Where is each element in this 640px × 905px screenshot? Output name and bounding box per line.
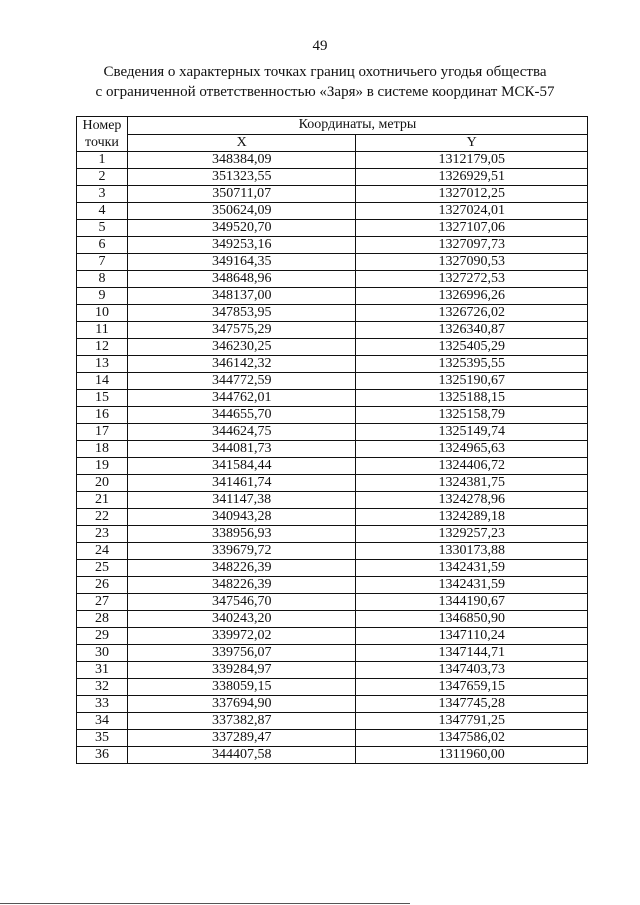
point-number-cell: 13	[77, 356, 128, 373]
table-row	[77, 560, 588, 577]
x-coordinate-cell: 340243,20	[127, 611, 356, 628]
table-row	[77, 356, 588, 373]
x-coordinate-cell: 347546,70	[127, 594, 356, 611]
point-number-cell: 19	[77, 458, 128, 475]
y-coordinate-cell: 1347110,24	[356, 628, 588, 645]
table-row	[77, 458, 588, 475]
x-coordinate-cell: 348384,09	[127, 152, 356, 169]
y-coordinate-cell: 1347745,28	[356, 696, 588, 713]
point-number-cell: 25	[77, 560, 128, 577]
document-title	[60, 62, 590, 102]
x-coordinate-cell: 344655,70	[127, 407, 356, 424]
x-coordinate-cell: 351323,55	[127, 169, 356, 186]
table-row	[77, 424, 588, 441]
point-number-cell: 34	[77, 713, 128, 730]
y-coordinate-cell: 1311960,00	[356, 747, 588, 764]
point-number-header-line-2: точки	[85, 135, 119, 150]
title-line-2: с ограниченной ответственностью «Заря» в системе координат МСК-57	[95, 84, 555, 100]
point-number-cell: 12	[77, 339, 128, 356]
point-number-cell: 8	[77, 271, 128, 288]
table-row	[77, 526, 588, 543]
y-coordinate-cell: 1325158,79	[356, 407, 588, 424]
point-number-header	[77, 117, 128, 152]
table-row	[77, 237, 588, 254]
table-row	[77, 220, 588, 237]
x-coordinate-cell: 337382,87	[127, 713, 356, 730]
point-number-cell: 21	[77, 492, 128, 509]
y-coordinate-cell: 1344190,67	[356, 594, 588, 611]
y-coordinate-cell: 1347586,02	[356, 730, 588, 747]
point-number-cell: 36	[77, 747, 128, 764]
table-row	[77, 577, 588, 594]
point-number-cell: 6	[77, 237, 128, 254]
table-row	[77, 662, 588, 679]
y-coordinate-cell: 1347144,71	[356, 645, 588, 662]
y-column-header: Y	[356, 134, 588, 152]
y-coordinate-cell: 1329257,23	[356, 526, 588, 543]
y-coordinate-cell: 1342431,59	[356, 560, 588, 577]
table-row	[77, 152, 588, 169]
point-number-cell: 2	[77, 169, 128, 186]
table-row	[77, 645, 588, 662]
x-coordinate-cell: 348226,39	[127, 577, 356, 594]
page-edge-line	[0, 903, 410, 904]
y-coordinate-cell: 1324381,75	[356, 475, 588, 492]
coordinates-table	[76, 116, 588, 764]
x-coordinate-cell: 339679,72	[127, 543, 356, 560]
y-coordinate-cell: 1324289,18	[356, 509, 588, 526]
x-coordinate-cell: 337289,47	[127, 730, 356, 747]
table-row	[77, 730, 588, 747]
y-coordinate-cell: 1324406,72	[356, 458, 588, 475]
x-coordinate-cell: 349253,16	[127, 237, 356, 254]
x-coordinate-cell: 349164,35	[127, 254, 356, 271]
x-coordinate-cell: 347575,29	[127, 322, 356, 339]
point-number-cell: 3	[77, 186, 128, 203]
table-row	[77, 271, 588, 288]
point-number-cell: 15	[77, 390, 128, 407]
y-coordinate-cell: 1324278,96	[356, 492, 588, 509]
table-row	[77, 611, 588, 628]
table-row	[77, 441, 588, 458]
x-coordinate-cell: 344081,73	[127, 441, 356, 458]
point-number-cell: 23	[77, 526, 128, 543]
y-coordinate-cell: 1327107,06	[356, 220, 588, 237]
y-coordinate-cell: 1325190,67	[356, 373, 588, 390]
point-number-cell: 28	[77, 611, 128, 628]
x-coordinate-cell: 337694,90	[127, 696, 356, 713]
point-number-cell: 11	[77, 322, 128, 339]
x-coordinate-cell: 344407,58	[127, 747, 356, 764]
point-number-cell: 1	[77, 152, 128, 169]
x-coordinate-cell: 339284,97	[127, 662, 356, 679]
y-coordinate-cell: 1326340,87	[356, 322, 588, 339]
x-coordinate-cell: 338956,93	[127, 526, 356, 543]
y-coordinate-cell: 1347791,25	[356, 713, 588, 730]
x-coordinate-cell: 349520,70	[127, 220, 356, 237]
y-coordinate-cell: 1326726,02	[356, 305, 588, 322]
point-number-cell: 27	[77, 594, 128, 611]
y-coordinate-cell: 1330173,88	[356, 543, 588, 560]
y-coordinate-cell: 1347403,73	[356, 662, 588, 679]
table-row	[77, 288, 588, 305]
x-coordinate-cell: 348648,96	[127, 271, 356, 288]
x-coordinate-cell: 350624,09	[127, 203, 356, 220]
point-number-cell: 24	[77, 543, 128, 560]
point-number-cell: 33	[77, 696, 128, 713]
title-line-1: Сведения о характерных точках границ охотничьего угодья общества	[103, 64, 547, 80]
x-coordinate-cell: 341461,74	[127, 475, 356, 492]
table-row	[77, 254, 588, 271]
point-number-cell: 10	[77, 305, 128, 322]
y-coordinate-cell: 1325149,74	[356, 424, 588, 441]
table-row	[77, 203, 588, 220]
y-coordinate-cell: 1326996,26	[356, 288, 588, 305]
x-coordinate-cell: 344624,75	[127, 424, 356, 441]
x-coordinate-cell: 350711,07	[127, 186, 356, 203]
table-row	[77, 628, 588, 645]
point-number-cell: 5	[77, 220, 128, 237]
y-coordinate-cell: 1325188,15	[356, 390, 588, 407]
table-row	[77, 339, 588, 356]
y-coordinate-cell: 1324965,63	[356, 441, 588, 458]
table-header-row-1	[77, 117, 588, 135]
x-coordinate-cell: 338059,15	[127, 679, 356, 696]
table-body	[77, 152, 588, 764]
x-coordinate-cell: 346230,25	[127, 339, 356, 356]
x-coordinate-cell: 344772,59	[127, 373, 356, 390]
x-coordinate-cell: 347853,95	[127, 305, 356, 322]
point-number-cell: 4	[77, 203, 128, 220]
x-coordinate-cell: 339756,07	[127, 645, 356, 662]
table-row	[77, 696, 588, 713]
point-number-cell: 29	[77, 628, 128, 645]
table-row	[77, 747, 588, 764]
y-coordinate-cell: 1327090,53	[356, 254, 588, 271]
table-row	[77, 390, 588, 407]
table-row	[77, 305, 588, 322]
table-row	[77, 509, 588, 526]
point-number-cell: 35	[77, 730, 128, 747]
table-row	[77, 492, 588, 509]
y-coordinate-cell: 1347659,15	[356, 679, 588, 696]
point-number-cell: 9	[77, 288, 128, 305]
y-coordinate-cell: 1325405,29	[356, 339, 588, 356]
point-number-cell: 14	[77, 373, 128, 390]
point-number-cell: 26	[77, 577, 128, 594]
x-coordinate-cell: 341147,38	[127, 492, 356, 509]
point-number-cell: 32	[77, 679, 128, 696]
table-row	[77, 186, 588, 203]
table-row	[77, 407, 588, 424]
point-number-cell: 30	[77, 645, 128, 662]
page-number: 49	[312, 38, 328, 54]
y-coordinate-cell: 1312179,05	[356, 152, 588, 169]
coordinates-header: Координаты, метры	[127, 117, 587, 135]
x-coordinate-cell: 348137,00	[127, 288, 356, 305]
x-coordinate-cell: 344762,01	[127, 390, 356, 407]
y-coordinate-cell: 1327097,73	[356, 237, 588, 254]
point-number-header-line-1: Номер	[82, 118, 122, 133]
table-row	[77, 169, 588, 186]
table-row	[77, 373, 588, 390]
table-row	[77, 679, 588, 696]
point-number-cell: 17	[77, 424, 128, 441]
point-number-cell: 31	[77, 662, 128, 679]
point-number-cell: 18	[77, 441, 128, 458]
point-number-cell: 20	[77, 475, 128, 492]
point-number-cell: 7	[77, 254, 128, 271]
y-coordinate-cell: 1327272,53	[356, 271, 588, 288]
table-row	[77, 543, 588, 560]
table-row	[77, 475, 588, 492]
point-number-cell: 22	[77, 509, 128, 526]
x-coordinate-cell: 341584,44	[127, 458, 356, 475]
table-row	[77, 594, 588, 611]
x-column-header: X	[127, 134, 356, 152]
x-coordinate-cell: 339972,02	[127, 628, 356, 645]
y-coordinate-cell: 1326929,51	[356, 169, 588, 186]
x-coordinate-cell: 348226,39	[127, 560, 356, 577]
table-row	[77, 322, 588, 339]
table-row	[77, 713, 588, 730]
x-coordinate-cell: 346142,32	[127, 356, 356, 373]
table-header-row-2	[77, 134, 588, 152]
y-coordinate-cell: 1325395,55	[356, 356, 588, 373]
y-coordinate-cell: 1327024,01	[356, 203, 588, 220]
point-number-cell: 16	[77, 407, 128, 424]
y-coordinate-cell: 1346850,90	[356, 611, 588, 628]
y-coordinate-cell: 1327012,25	[356, 186, 588, 203]
y-coordinate-cell: 1342431,59	[356, 577, 588, 594]
x-coordinate-cell: 340943,28	[127, 509, 356, 526]
